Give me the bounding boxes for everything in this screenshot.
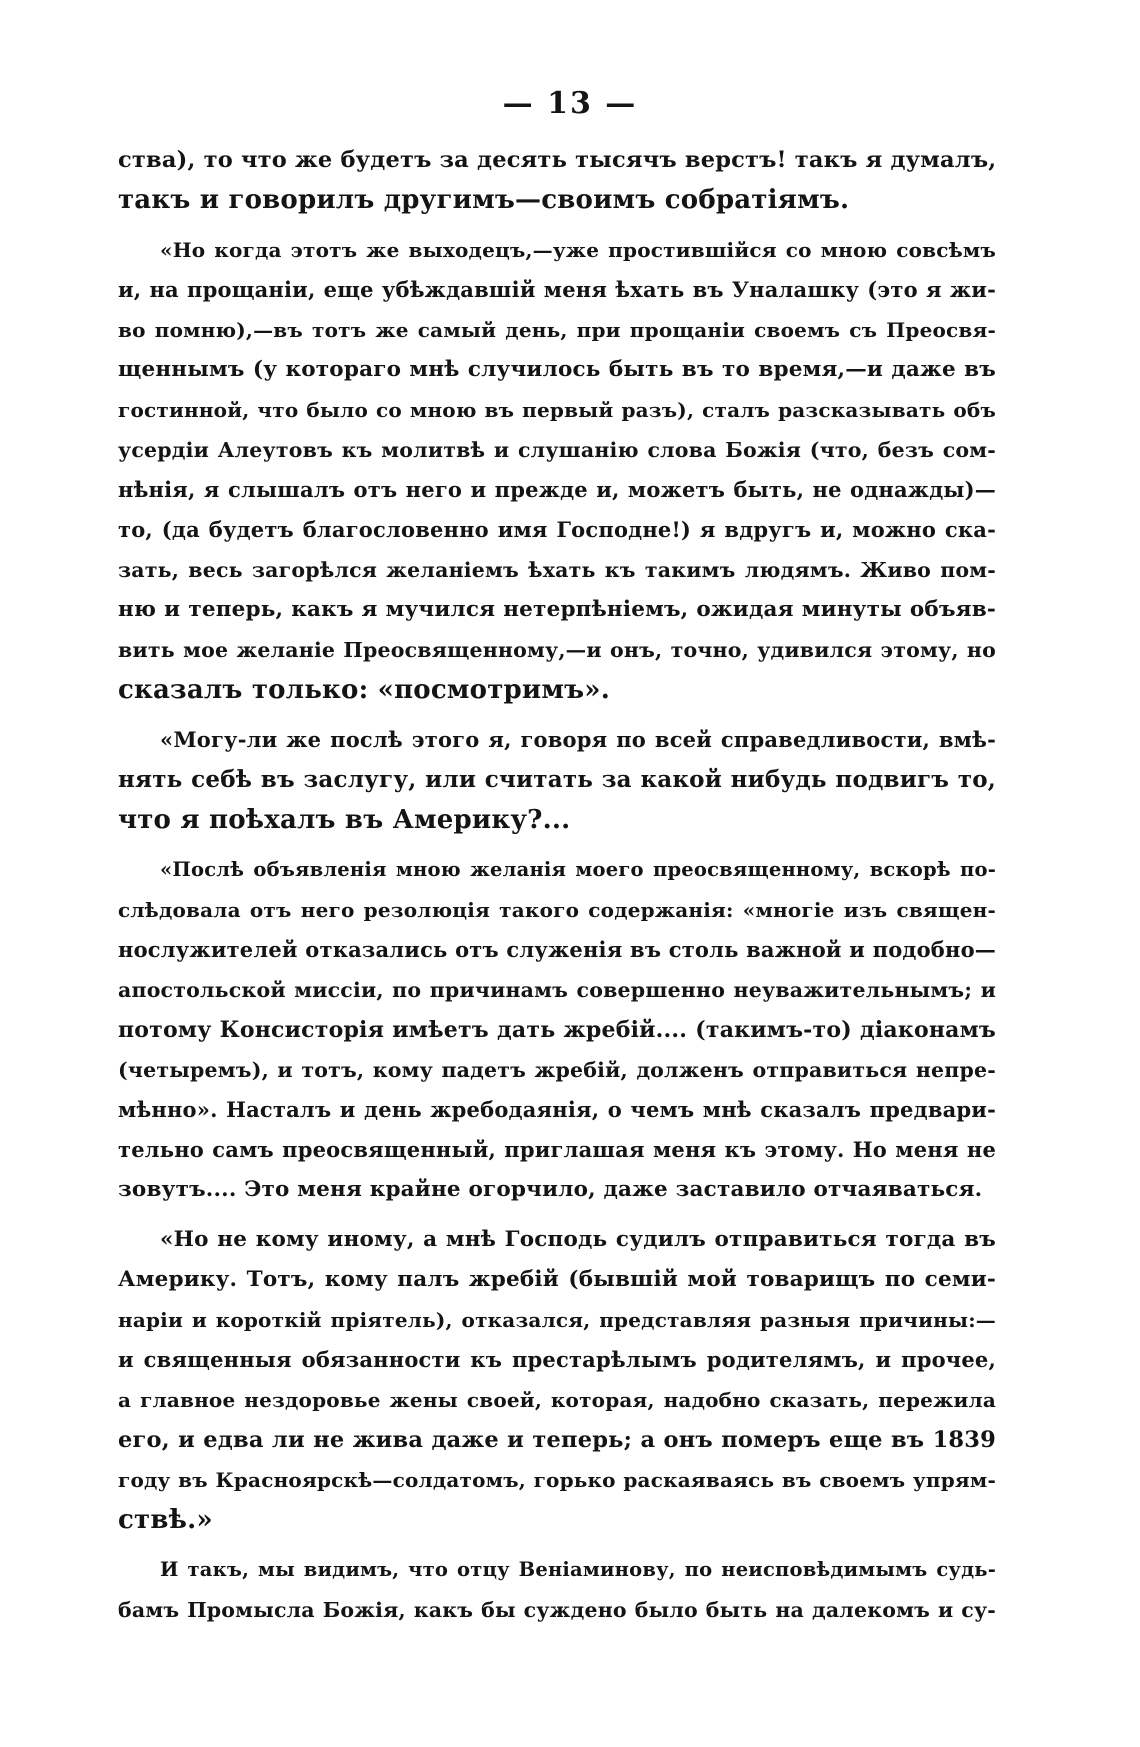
paragraph	[118, 230, 996, 710]
text-line: году въ Красноярскѣ—солдатомъ, горько раскаяваясь въ своемъ упрям-	[118, 1468, 996, 1492]
text-line: нять себѣ въ заслугу, или считать за какой нибудь подвигъ то,	[118, 766, 996, 793]
text-line: тельно самъ преосвященный, приглашая меня къ этому. Но меня не	[118, 1137, 996, 1162]
text-line: усердіи Алеутовъ къ молитвѣ и слушанію слова Божія (что, безъ сом-	[118, 438, 996, 462]
text-line: «Послѣ объявленія мною желанія моего преосвященному, вскорѣ по-	[160, 858, 996, 881]
text-line: апостольской миссіи, по причинамъ совершенно неуважительнымъ; и	[118, 978, 996, 1002]
text-line: (четыремъ), и тотъ, кому падетъ жребій, долженъ отправиться непре-	[118, 1058, 996, 1082]
text-line: ню и теперь, какъ я мучился нетерпѣніемъ, ожидая минуты объяв-	[118, 597, 996, 622]
text-line: потому Консисторія имѣетъ дать жребій.... (такимъ-то) діаконамъ	[118, 1017, 996, 1043]
text-line: «Могу-ли же послѣ этого я, говоря по всей справедливости, вмѣ-	[160, 727, 996, 752]
text-line: «Но когда этотъ же выходецъ,—уже простившійся со мною совсѣмъ	[160, 238, 996, 262]
text-line: наріи и короткій пріятель), отказался, представляя разныя причины:—	[118, 1308, 996, 1332]
text-line: бамъ Промысла Божія, какъ бы суждено было быть на далекомъ и су-	[118, 1598, 996, 1622]
text-line: во помню),—въ тотъ же самый день, при прощаніи своемъ съ Преосвя-	[118, 318, 996, 342]
text-line: щеннымъ (у котораго мнѣ случилось быть въ то время,—и даже въ	[118, 357, 996, 382]
page-number: — 13 —	[502, 86, 638, 121]
text-line: И такъ, мы видимъ, что отцу Веніаминову, по неисповѣдимымъ судь-	[160, 1558, 996, 1581]
text-line: нѣнія, я слышалъ отъ него и прежде и, можетъ быть, не однажды)—	[118, 477, 996, 502]
text-line: и, на прощаніи, еще убѣждавшій меня ѣхать въ Уналашку (это я жи-	[118, 277, 996, 302]
text-line: и священныя обязанности къ престарѣлымъ родителямъ, и прочее,	[118, 1347, 996, 1372]
text-line: его, и едва ли не жива даже и теперь; а онъ померъ еще въ 1839	[118, 1427, 996, 1453]
text-line: зать, весь загорѣлся желаніемъ ѣхать къ такимъ людямъ. Живо пом-	[118, 558, 996, 582]
text-line: такъ и говорилъ другимъ—своимъ собратіямъ.	[118, 185, 850, 215]
text-line: зовутъ.... Это меня крайне огорчило, даже заставило отчаяваться.	[118, 1177, 983, 1202]
text-line: а главное нездоровье жены своей, которая, надобно сказать, пережила	[118, 1388, 996, 1412]
text-line: «Но не кому иному, а мнѣ Господь судилъ отправиться тогда въ	[160, 1227, 996, 1252]
text-line: мѣнно». Насталъ и день жребодаянія, о чемъ мнѣ сказалъ предвари-	[118, 1097, 996, 1122]
paragraph	[118, 850, 996, 1210]
paragraph	[118, 1550, 996, 1630]
body-text	[118, 140, 996, 1630]
text-line: слѣдовала отъ него резолюція такого содержанія: «многіе изъ священ-	[118, 898, 996, 922]
text-line: сказалъ только: «посмотримъ».	[118, 675, 611, 705]
text-line: ствѣ.»	[118, 1505, 213, 1535]
paragraph	[118, 140, 996, 220]
paragraph	[118, 1220, 996, 1540]
text-line: гостинной, что было со мною въ первый разъ), сталъ разсказывать объ	[118, 398, 996, 422]
text-line: вить мое желаніе Преосвященному,—и онъ, точно, удивился этому, но	[118, 638, 996, 662]
text-line: нослужителей отказались отъ служенія въ столь важной и подобно—	[118, 937, 996, 962]
text-line: ства), то что же будетъ за десять тысячъ верстъ! такъ я думалъ,	[118, 147, 997, 173]
text-line: что я поѣхалъ въ Америку?...	[118, 805, 571, 835]
text-line: Америку. Тотъ, кому палъ жребій (бывшій мой товарищъ по семи-	[118, 1267, 996, 1292]
paragraph	[118, 720, 996, 840]
text-line: то, (да будетъ благословенно имя Господне!) я вдругъ и, можно ска-	[118, 517, 996, 542]
